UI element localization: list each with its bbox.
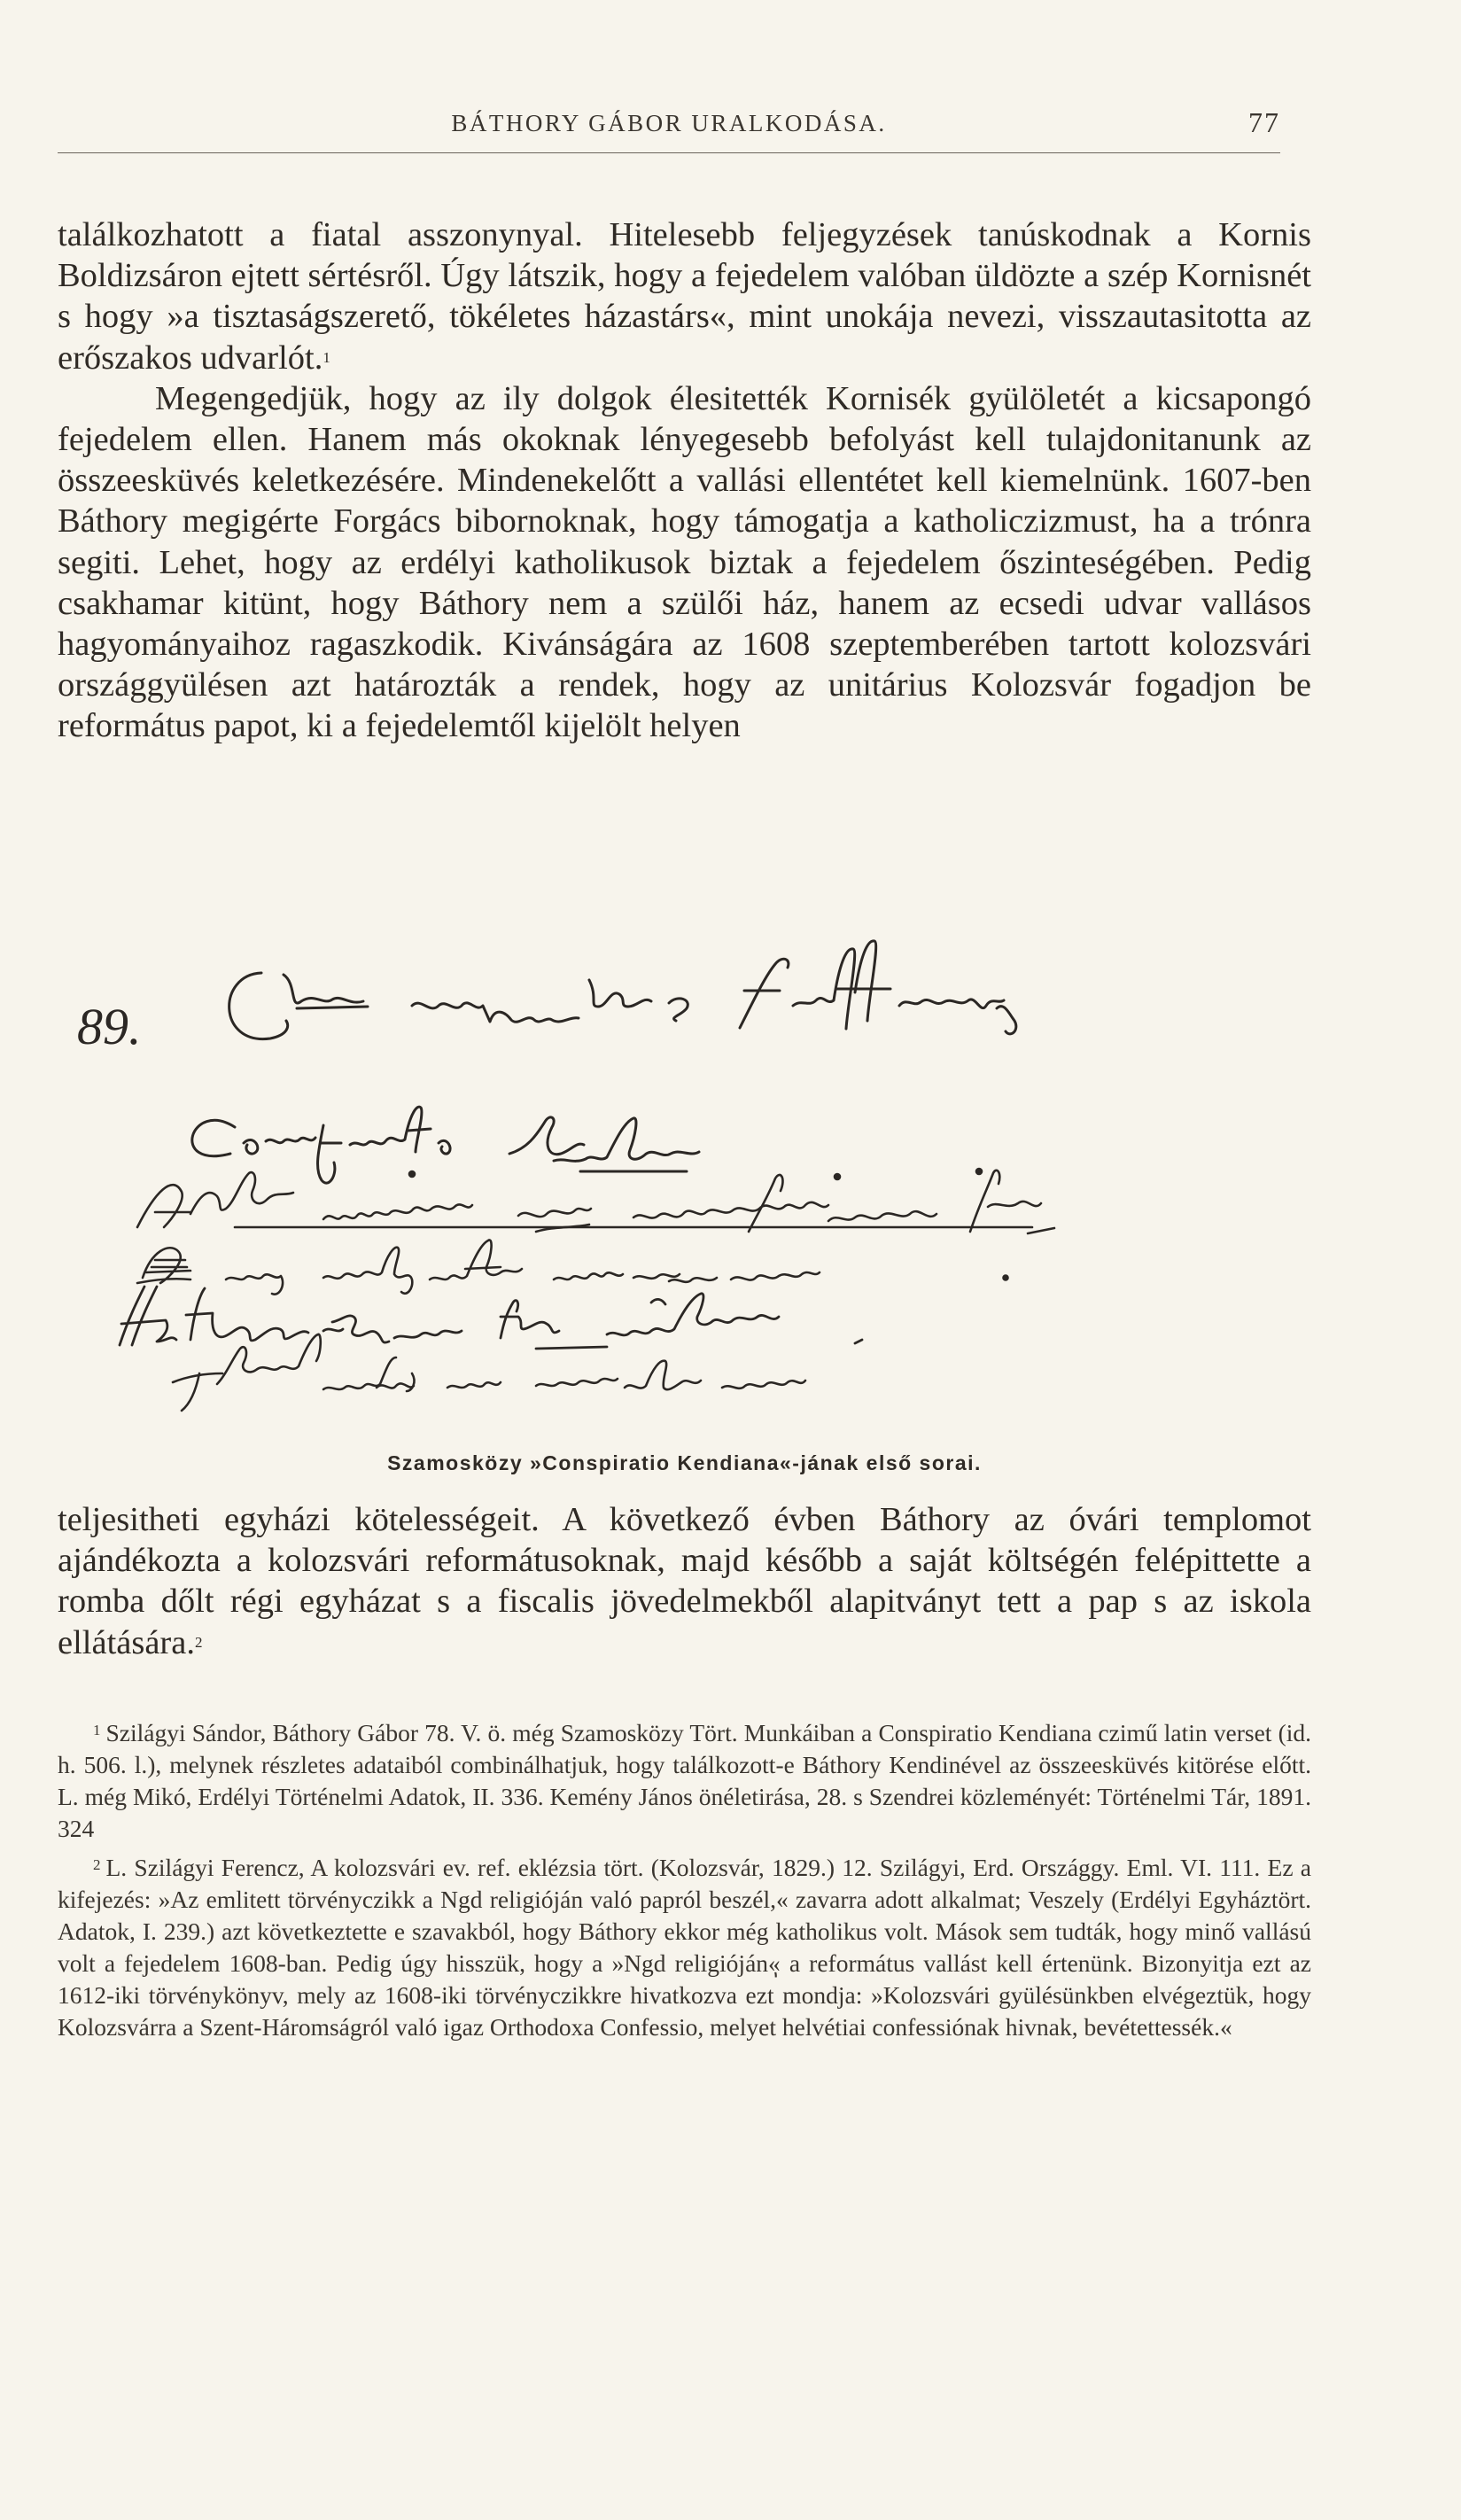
- page-header: [58, 99, 1280, 144]
- body-text-top: [58, 214, 1311, 747]
- manuscript-facsimile: [58, 922, 1311, 1474]
- paragraph: [58, 214, 1311, 378]
- header-rule: [58, 152, 1280, 153]
- paragraph: Megengedjük, hogy az ily dolgok élesitették Kornisék gyülöletét a kicsapongó fejedelem ellen. Hanem más okoknak lényegesebb befolyást kell tulajdonitanunk az összeesküvés keletkezésére. Mindenekelőtt a vallási ellentétet kell kiemelnünk. 1607-ben Báthory megigérte Forgács bibornoknak, hogy támogatja a katholiczizmust, ha a trónra segiti. Lehet, hogy az erdélyi katholikusok biztak a fejedelem őszinteségében. Pedig csakhamar kitünt, hogy Báthory nem a szülői ház, hanem az ecsedi udvar vallásos hagyományaihoz ragaszkodik. Kivánságára az 1608 szeptemberében tartott kolozsvári országgyülésen azt határozták a rendek, hogy az unitárius Kolozsvár fogadjon be református papot, ki a fejedelemtől kijelölt helyen: [58, 379, 1311, 745]
- footnote-mark: 2: [93, 1856, 101, 1873]
- running-title: BÁTHORY GÁBOR URALKODÁSA.: [451, 110, 887, 136]
- page-number: 77: [1248, 106, 1280, 138]
- footnote-text: Szilágyi Sándor, Báthory Gábor 78. V. ö. még Szamosközy Tört. Munkáiban a Conspiratio Kendiana czimű latin verset (id. h. 506. l.), melynek részletes adataiból combinálhatjuk, hogy találkozott-e Báthory Kendinével az összeesküvés kitörése előtt. L. még Mikó, Erdélyi Történelmi Adatok, II. 336. Kemény János önéletirása, 28. s Szendrei közleményét: Történelmi Tár, 1891. 324: [58, 1719, 1311, 1842]
- paragraph: [58, 1499, 1311, 1663]
- footnote-reference: 1: [323, 348, 330, 366]
- paragraph-text: találkozhatott a fiatal asszonynyal. Hitelesebb feljegyzések tanúskodnak a Kornis Boldizsáron ejtett sértésről. Úgy látszik, hogy a fejedelem valóban üldözte a szép Kornisnét s hogy »a tisztaságszerető, tökéletes házastárs«, mint unokája nevezi, visszautasitotta az erőszakos udvarlót.: [58, 216, 1311, 377]
- footnote-reference: 2: [194, 1633, 203, 1651]
- footnote: [58, 1715, 1311, 1845]
- footnote: [58, 1849, 1311, 2043]
- manuscript-numeral: 89.: [77, 998, 142, 1055]
- paragraph-text: teljesitheti egyházi kötelességeit. A következő évben Báthory az óvári templomot ajándékozta a kolozsvári reformátusoknak, majd később a saját költségén felépittette a romba dőlt régi egyházat s a fiscalis jövedelmekből alapitványt tett a pap s az iskola ellátására.: [58, 1501, 1311, 1661]
- footnote-mark: 1: [93, 1722, 101, 1738]
- figure-caption: Szamosközy »Conspiratio Kendiana«-jának első sorai.: [387, 1451, 982, 1474]
- handwriting-image: [58, 922, 1311, 1435]
- body-text-bottom: [58, 1499, 1311, 1663]
- footnote-text: L. Szilágyi Ferencz, A kolozsvári ev. ref. eklézsia tört. (Kolozsvár, 1829.) 12. Szilágyi, Erd. Országgy. Eml. VI. 111. Ez a kifejezés: »Az emlitett törvényczikk a Ngd religióján való papról beszél,« zavarra adott alkalmat; Veszely (Erdélyi Egyháztört. Adatok, I. 239.) azt következtette e szavakból, hogy Báthory ekkor még katholikus volt. Mások sem tudták, hogy minő vallású volt a fejedelem 1608-ban. Pedig úgy hisszük, hogy a »Ngd religiójánٖ« a református vallást kell értenünk. Bizonyitja ezt az 1612-iki törvénykönyv, mely az 1608-iki törvényczikkre hivatkozva ezt mondja: »Kolozsvári gyülésünkben elvégeztük, hogy Kolozsvárra a Szent-Háromságról való igaz Orthodoxa Confessio, melyet helvétiai confessiónak hivnak, bevétettessék.«: [58, 1854, 1311, 2041]
- footnotes: [58, 1715, 1311, 2048]
